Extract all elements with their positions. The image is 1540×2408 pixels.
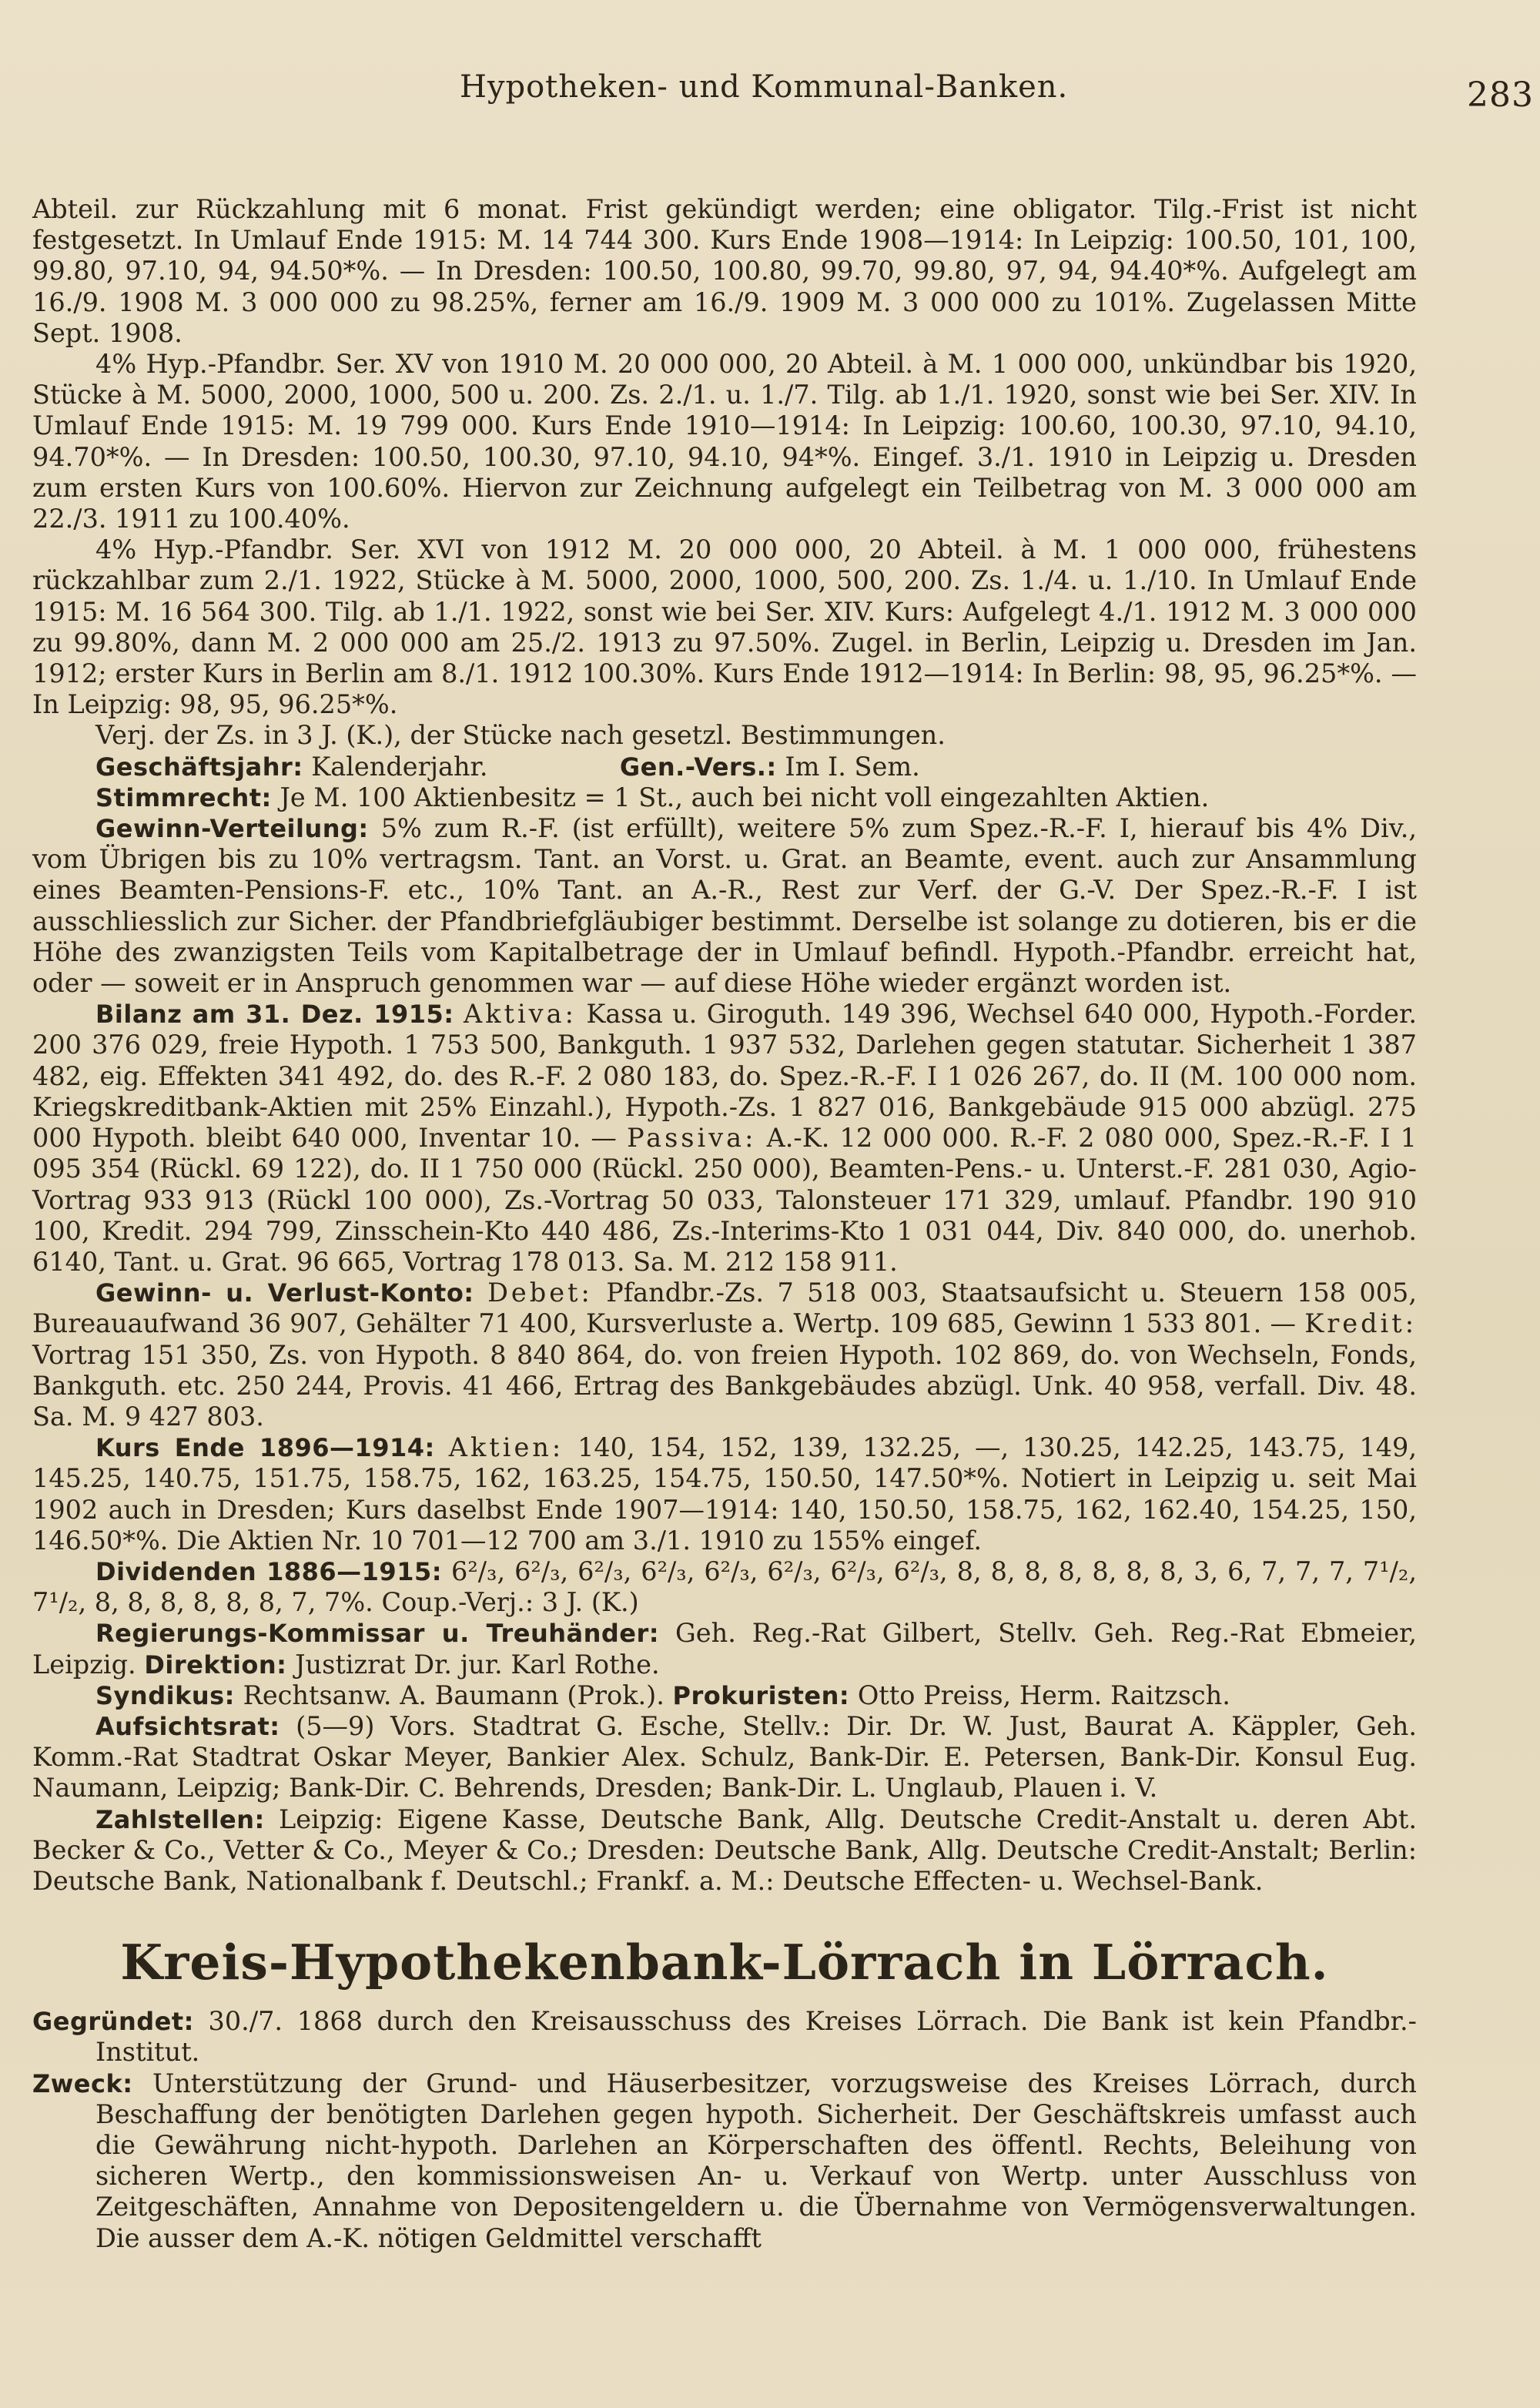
paragraph-regierungs-kommissar [32, 1618, 1417, 1680]
paragraph-geschaeftsjahr [32, 752, 1417, 782]
paragraph-bilanz [32, 999, 1417, 1278]
zahlstellen-label: Zahlstellen: [95, 1804, 265, 1834]
kurs-label: Kurs Ende 1896—1914: [95, 1433, 435, 1463]
zahlstellen-text: Leipzig: Eigene Kasse, Deutsche Bank, Allg. Deutsche Credit-Anstalt u. deren Abt. Becker & Co., Vetter & Co., Meyer & Co.; Dresden: Deutsche Bank, Allg. Deutsche Credit-Anstalt; Berlin: Deutsche Bank, Nationalbank f. Deutschl.; Frankf. a. M.: Deutsche Effecten- u. Wechsel-Bank. [32, 1803, 1417, 1896]
gewinn-verteilung-text: 5% zum R.-F. (ist erfüllt), weitere 5% zum Spez.-R.-F. I, hierauf bis 4% Div., vom Übrigen bis zu 10% vertragsm. Tant. an Vorst. u. Grat. an Beamte, event. auch zur Ansammlung eines Beamten-Pensions-F. etc., 10% Tant. an A.-R., Rest zur Verf. der G.-V. Der Spez.-R.-F. I ist ausschliesslich zur Sicher. der Pfandbriefgläubiger bestimmt. Derselbe ist solange zu dotieren, bis er die Höhe des zwanzigsten Teils vom Kapitalbetrage der in Umlauf befindl. Hypoth.-Pfandbr. erreicht hat, oder — soweit er in Anspruch genommen war — auf diese Höhe wieder ergänzt worden ist. [32, 813, 1417, 999]
direktion-text: Justizrat Dr. jur. Karl Rothe. [295, 1649, 660, 1680]
guv-label: Gewinn- u. Verlust-Konto: [95, 1278, 474, 1308]
guv-debet-text: Pfandbr.-Zs. 7 518 003, Staatsaufsicht u. Steuern 158 005, Bureauaufwand 36 907, Gehälter 71 400, Kursverluste a. Wertp. 109 685, Gewinn 1 533 801. — [32, 1278, 1418, 1339]
paragraph-zahlstellen [32, 1804, 1417, 1897]
gegruendet-text: 30./7. 1868 durch den Kreisausschuss des Kreises Lörrach. Die Bank ist kein Pfandbr.-Institut. [95, 2006, 1417, 2068]
running-header [32, 39, 1534, 115]
regierungs-kommissar-label: Regierungs-Kommissar u. Treuhänder: [95, 1619, 660, 1649]
paragraph-gewinn-verlust [32, 1278, 1417, 1432]
kurs-aktien-label: Aktien: [448, 1432, 564, 1463]
bilanz-passiva-text: A.-K. 12 000 000. R.-F. 2 080 000, Spez.-R.-F. I 1 095 354 (Rückl. 69 122), do. II 1 750 000 (Rückl. 250 000), Beamten-Pens.- u. Unterst.-F. 281 030, Agio-Vortrag 933 913 (Rückl 100 000), Zs.-Vortrag 50 033, Talonsteuer 171 329, umlauf. Pfandbr. 190 910 100, Kredit. 294 799, Zinsschein-Kto 440 486, Zs.-Interims-Kto 1 031 044, Div. 840 000, do. unerhob. 6140, Tant. u. Grat. 96 665, Vortrag 178 013. Sa. M. 212 158 911. [32, 1123, 1417, 1277]
paragraph-ser-xiv-continued: Abteil. zur Rückzahlung mit 6 monat. Frist gekündigt werden; eine obligator. Tilg.-Frist ist nicht festgesetzt. In Umlauf Ende 1915: M. 14 744 300. Kurs Ende 1908—1914: In Leipzig: 100.50, 101, 100, 99.80, 97.10, 94, 94.50*%. — In Dresden: 100.50, 100.80, 99.70, 99.80, 97, 94, 94.40*%. Aufgelegt am 16./9. 1908 M. 3 000 000 zu 98.25%, ferner am 16./9. 1909 M. 3 000 000 zu 101%. Zugelassen Mitte Sept. 1908. [32, 194, 1417, 348]
running-title: Hypotheken- und Kommunal-Banken. [460, 69, 1069, 105]
bilanz-passiva-label: Passiva: [627, 1123, 757, 1154]
paragraph-syndikus [32, 1680, 1417, 1711]
guv-kredit-label: Kredit: [1304, 1308, 1417, 1339]
paragraph-ser-xv: 4% Hyp.-Pfandbr. Ser. XV von 1910 M. 20 000 000, 20 Abteil. à M. 1 000 000, unkündbar bis 1920, Stücke à M. 5000, 2000, 1000, 500 u. 200. Zs. 2./1. u. 1./7. Tilg. ab 1./1. 1920, sonst wie bei Ser. XIV. In Umlauf Ende 1915: M. 19 799 000. Kurs Ende 1910—1914: In Leipzig: 100.60, 100.30, 97.10, 94.10, 94.70*%. — In Dresden: 100.50, 100.30, 97.10, 94.10, 94*%. Eingef. 3./1. 1910 in Leipzig u. Dresden zum ersten Kurs von 100.60%. Hiervon zur Zeichnung aufgelegt ein Teilbetrag von M. 3 000 000 am 22./3. 1911 zu 100.40%. [32, 349, 1417, 534]
stimmrecht-text: Je M. 100 Aktienbesitz = 1 St., auch bei nicht voll eingezahlten Aktien. [280, 782, 1210, 812]
paragraph-gewinn-verteilung [32, 813, 1417, 999]
paragraph-kurs [32, 1432, 1417, 1556]
prokuristen-text: Otto Preiss, Herm. Raitzsch. [857, 1680, 1230, 1710]
dividenden-label: Dividenden 1886—1915: [95, 1556, 443, 1586]
regierungs-kommissar-text: Geh. Reg.-Rat Gilbert, Stellv. Geh. Reg.-Rat Ebmeier, Leipzig. [32, 1618, 1417, 1680]
paragraph-ser-xvi: 4% Hyp.-Pfandbr. Ser. XVI von 1912 M. 20 000 000, 20 Abteil. à M. 1 000 000, frühestens rückzahlbar zum 2./1. 1922, Stücke à M. 5000, 2000, 1000, 500, 200. Zs. 1./4. u. 1./10. In Umlauf Ende 1915: M. 16 564 300. Tilg. ab 1./1. 1922, sonst wie bei Ser. XIV. Kurs: Aufgelegt 4./1. 1912 M. 3 000 000 zu 99.80%, dann M. 2 000 000 am 25./2. 1913 zu 97.50%. Zugel. in Berlin, Leipzig u. Dresden im Jan. 1912; erster Kurs in Berlin am 8./1. 1912 100.30%. Kurs Ende 1912—1914: In Berlin: 98, 95, 96.25*%. — In Leipzig: 98, 95, 96.25*%. [32, 534, 1417, 720]
paragraph-gegruendet [32, 2006, 1417, 2068]
zweck-text: Unterstützung der Grund- und Häuserbesitzer, vorzugsweise des Kreises Lörrach, durch Beschaffung der benötigten Darlehen gegen hypoth. Sicherheit. Der Geschäftskreis umfasst auch die Gewährung nicht-hypoth. Darlehen an Körperschaften des öffentl. Rechts, Beleihung von sicheren Wertp., den kommissionsweisen An- u. Verkauf von Wertp. unter Ausschluss von Zeitgeschäften, Annahme von Depositengeldern u. die Übernahme von Vermögensverwaltungen. Die ausser dem A.-K. nötigen Geldmittel verschafft [95, 2068, 1417, 2253]
page-number: 283 [1467, 75, 1534, 115]
aufsichtsrat-label: Aufsichtsrat: [95, 1711, 280, 1741]
geschaeftsjahr-label: Geschäftsjahr: [95, 752, 303, 782]
bilanz-label: Bilanz am 31. Dez. 1915: [95, 1000, 454, 1030]
gegruendet-label: Gegründet: [32, 2007, 194, 2037]
guv-debet-label: Debet: [487, 1278, 593, 1308]
guv-kredit-text: Vortrag 151 350, Zs. von Hypoth. 8 840 864, do. von freien Hypoth. 102 869, do. von Wechseln, Fonds, Bankguth. etc. 250 244, Provis. 41 466, Ertrag des Bankgebäudes abzügl. Unk. 40 958, verfall. Div. 48. Sa. M. 9 427 803. [32, 1339, 1417, 1432]
paragraph-zweck [32, 2068, 1417, 2254]
dividenden-text: 6²/₃, 6²/₃, 6²/₃, 6²/₃, 6²/₃, 6²/₃, 6²/₃, 6²/₃, 8, 8, 8, 8, 8, 8, 8, 3, 6, 7, 7, 7, 7¹/₂, 7¹/₂, 8, 8, 8, 8, 8, 8, 7, 7%. Coup.-Verj.: 3 J. (K.) [32, 1556, 1418, 1618]
syndikus-text: Rechtsanw. A. Baumann (Prok.). [243, 1680, 665, 1710]
bilanz-aktiva-text: Kassa u. Giroguth. 149 396, Wechsel 640 000, Hypoth.-Forder. 200 376 029, freie Hypoth. 1 753 500, Bankguth. 1 937 532, Darlehen gegen statutar. Sicherheit 1 387 482, eig. Effekten 341 492, do. des R.-F. 2 080 183, do. Spez.-R.-F. I 1 026 267, do. II (M. 100 000 nom. Kriegskreditbank-Aktien mit 25% Einzahl.), Hypoth.-Zs. 1 827 016, Bankgebäude 915 000 abzügl. 275 000 Hypoth. bleibt 640 000, Inventar 10. — [32, 999, 1417, 1154]
paragraph-stimmrecht [32, 782, 1417, 813]
aufsichtsrat-text: (5—9) Vors. Stadtrat G. Esche, Stellv.: Dir. Dr. W. Just, Baurat A. Käppler, Geh. Komm.-Rat Stadtrat Oskar Meyer, Bankier Alex. Schulz, Bank-Dir. E. Petersen, Bank-Dir. Konsul Eug. Naumann, Leipzig; Bank-Dir. C. Behrends, Dresden; Bank-Dir. L. Unglaub, Plauen i. V. [32, 1710, 1417, 1803]
paragraph-verjaehrung: Verj. der Zs. in 3 J. (K.), der Stücke nach gesetzl. Bestimmungen. [95, 720, 946, 751]
prokuristen-label: Prokuristen: [672, 1680, 850, 1710]
gewinn-verteilung-label: Gewinn-Verteilung: [95, 814, 369, 844]
geschaeftsjahr-value: Kalenderjahr. [311, 751, 488, 782]
kurs-text: 140, 154, 152, 139, 132.25, —, 130.25, 142.25, 143.75, 149, 145.25, 140.75, 151.75, 158.75, 162, 163.25, 154.75, 150.50, 147.50*%. Notiert in Leipzig u. seit Mai 1902 auch in Dresden; Kurs daselbst Ende 1907—1914: 140, 150.50, 158.75, 162, 162.40, 154.25, 150, 146.50*%. Die Aktien Nr. 10 701—12 700 am 3./1. 1910 zu 155% eingef. [32, 1432, 1418, 1556]
syndikus-label: Syndikus: [95, 1680, 235, 1710]
bilanz-aktiva-label: Aktiva: [464, 999, 577, 1030]
paragraph-aufsichtsrat [32, 1711, 1417, 1804]
direktion-label: Direktion: [144, 1649, 287, 1680]
gen-vers-label: Gen.-Vers.: [619, 752, 777, 782]
stimmrecht-label: Stimmrecht: [95, 782, 272, 812]
section-leipziger-hypothekenbank [32, 194, 1417, 2254]
section-title-kreis-hypothekenbank: Kreis-Hypothekenbank-Lörrach in Lörrach. [120, 1934, 1329, 1991]
paragraph-dividenden [32, 1556, 1417, 1618]
gen-vers-value: Im I. Sem. [785, 751, 920, 782]
zweck-label: Zweck: [32, 2068, 133, 2098]
